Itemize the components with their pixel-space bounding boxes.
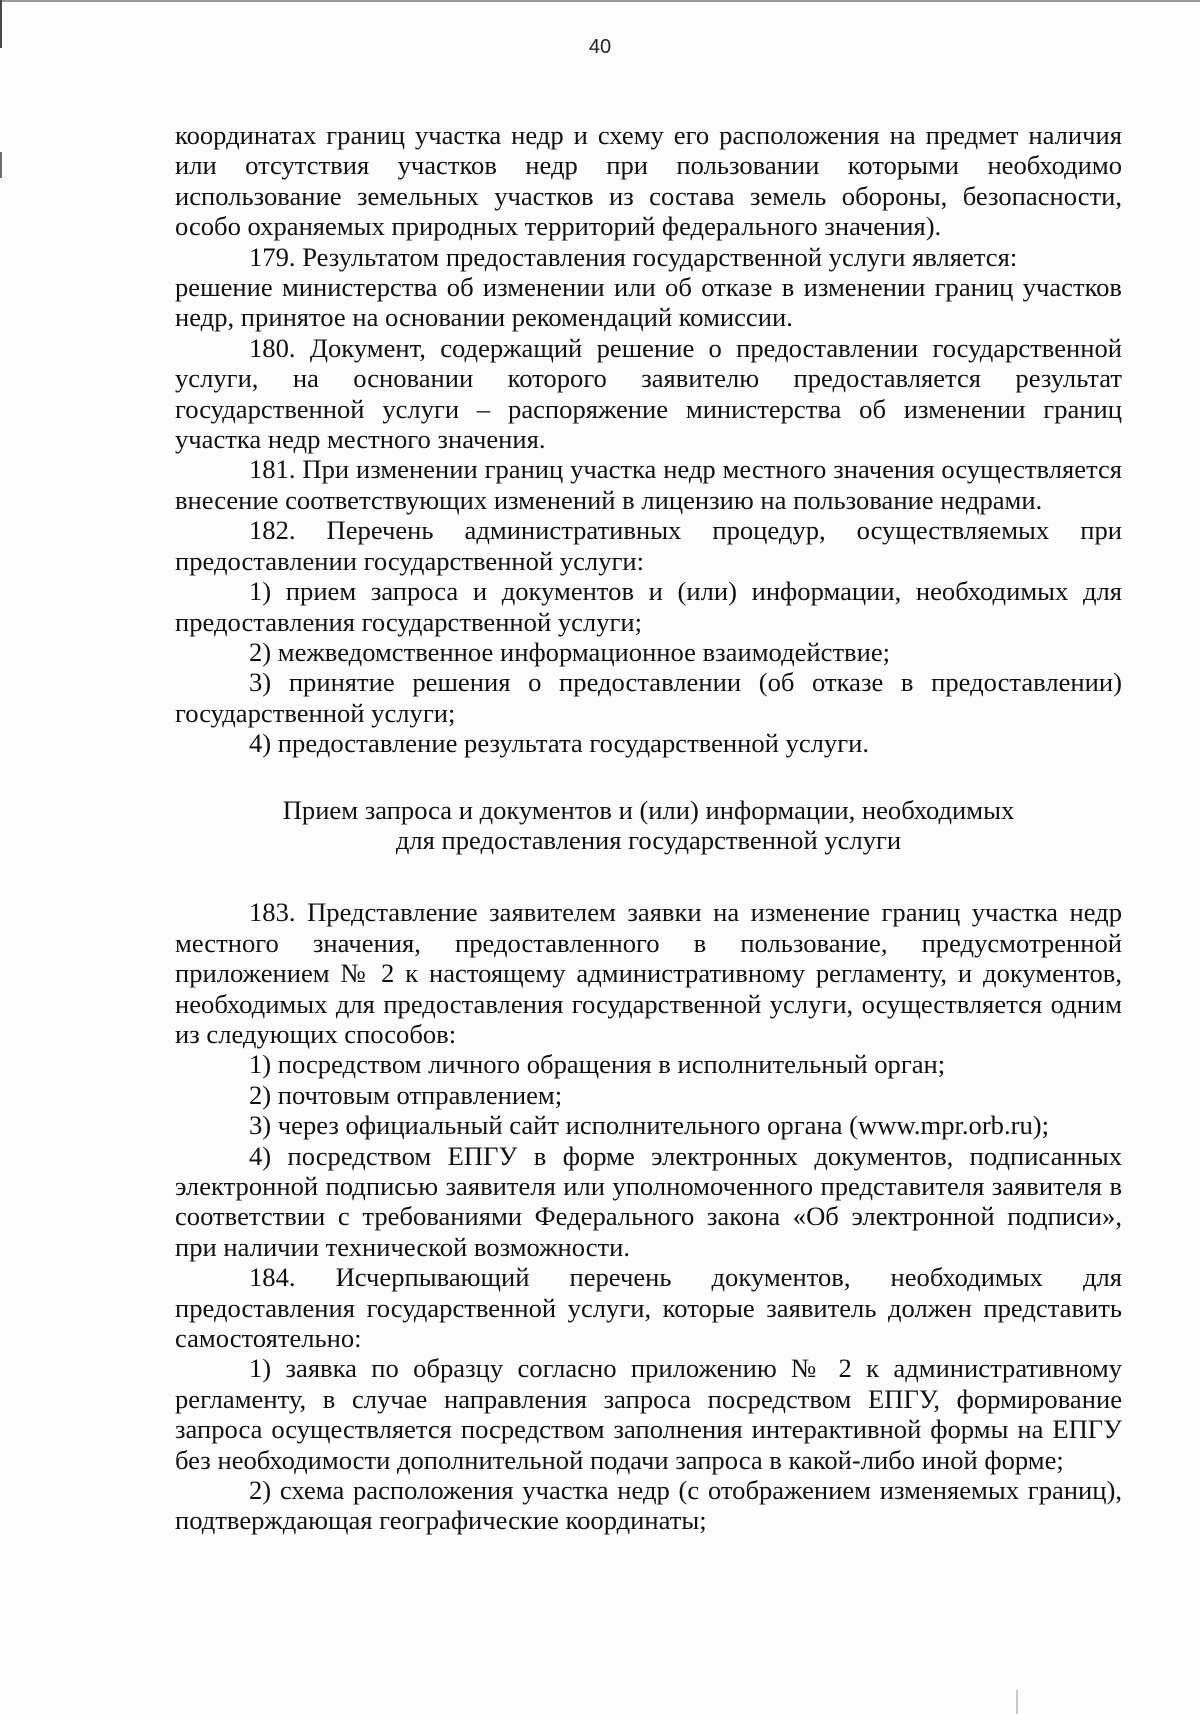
document-body (175, 120, 1122, 1536)
scan-mark-right (1016, 1690, 1018, 1714)
paragraph-183: 183. Представление заявителем заявки на изменение границ участка недр местного значения, предоставленного в пользование, предусмотренной приложением № 2 к настоящему административному регламенту, и документов, необходимых для предоставления государственной услуги, осуществляется одним из следующих способов: (175, 897, 1122, 1049)
list-item-183-3: 3) через официальный сайт исполнительного органа (www.mpr.orb.ru); (249, 1110, 1050, 1141)
list-item-182-2: 2) межведомственное информационное взаимодействие; (249, 636, 891, 667)
section-heading-line-2: для предоставления государственной услуги (395, 824, 902, 855)
list-item-184-2: 2) схема расположения участка недр (с отображением изменяемых границ), подтверждающая географические координаты; (175, 1475, 1122, 1536)
paragraph-continuation: координатах границ участка недр и схему его расположения на предмет наличия или отсутствия участков недр при пользовании которыми необходимо использование земельных участков из состава земель обороны, безопасности, особо охраняемых природных территорий федерального значения). (175, 120, 1122, 242)
section-heading-line-1: Прием запроса и документов и (или) информации, необходимых (282, 794, 1015, 825)
list-item-182-1: 1) прием запроса и документов и (или) информации, необходимых для предоставления государственной услуги; (175, 576, 1122, 637)
list-item-182-3: 3) принятие решения о предоставлении (об отказе в предоставлении) государственной услуги; (175, 667, 1122, 728)
scan-mark-left (0, 152, 2, 178)
list-item-183-4: 4) посредством ЕПГУ в форме электронных документов, подписанных электронной подписью заявителя или уполномоченного представителя заявителя в соответствии с требованиями Федерального закона «Об электронной подписи», при наличии технической возможности. (175, 1140, 1122, 1262)
spacer (175, 759, 1122, 795)
list-item-183-2: 2) почтовым отправлением; (249, 1079, 563, 1110)
spacer (175, 855, 1122, 897)
list-item-183-1: 1) посредством личного обращения в исполнительный орган; (249, 1049, 946, 1080)
list-item-182-4: 4) предоставление результата государственной услуги. (249, 728, 870, 759)
paragraph-179-result: решение министерства об изменении или об отказе в изменении границ участков недр, принятое на основании рекомендаций комиссии. (175, 272, 1122, 333)
paragraph-180: 180. Документ, содержащий решение о предоставлении государственной услуги, на основании которого заявителю предоставляется результат государственной услуги – распоряжение министерства об изменении границ участка недр местного значения. (175, 332, 1122, 455)
page-number: 40 (588, 36, 612, 58)
paragraph-182: 182. Перечень административных процедур, осуществляемых при предоставлении государственной услуги: (175, 515, 1122, 576)
paragraph-179: 179. Результатом предоставления государственной услуги является: (249, 241, 1018, 272)
scan-edge-top (0, 0, 1200, 2)
paragraph-184: 184. Исчерпывающий перечень документов, необходимых для предоставления государственной услуги, которые заявитель должен представить самостоятельно: (175, 1262, 1122, 1354)
list-item-184-1: 1) заявка по образцу согласно приложению № 2 к административному регламенту, в случае направления запроса посредством ЕПГУ, формирование запроса осуществляется посредством заполнения интерактивной формы на ЕПГУ без необходимости дополнительной подачи запроса в какой-либо иной форме; (175, 1353, 1122, 1475)
paragraph-181: 181. При изменении границ участка недр местного значения осуществляется внесение соответствующих изменений в лицензию на пользование недрами. (175, 454, 1122, 515)
section-heading (175, 795, 1122, 856)
